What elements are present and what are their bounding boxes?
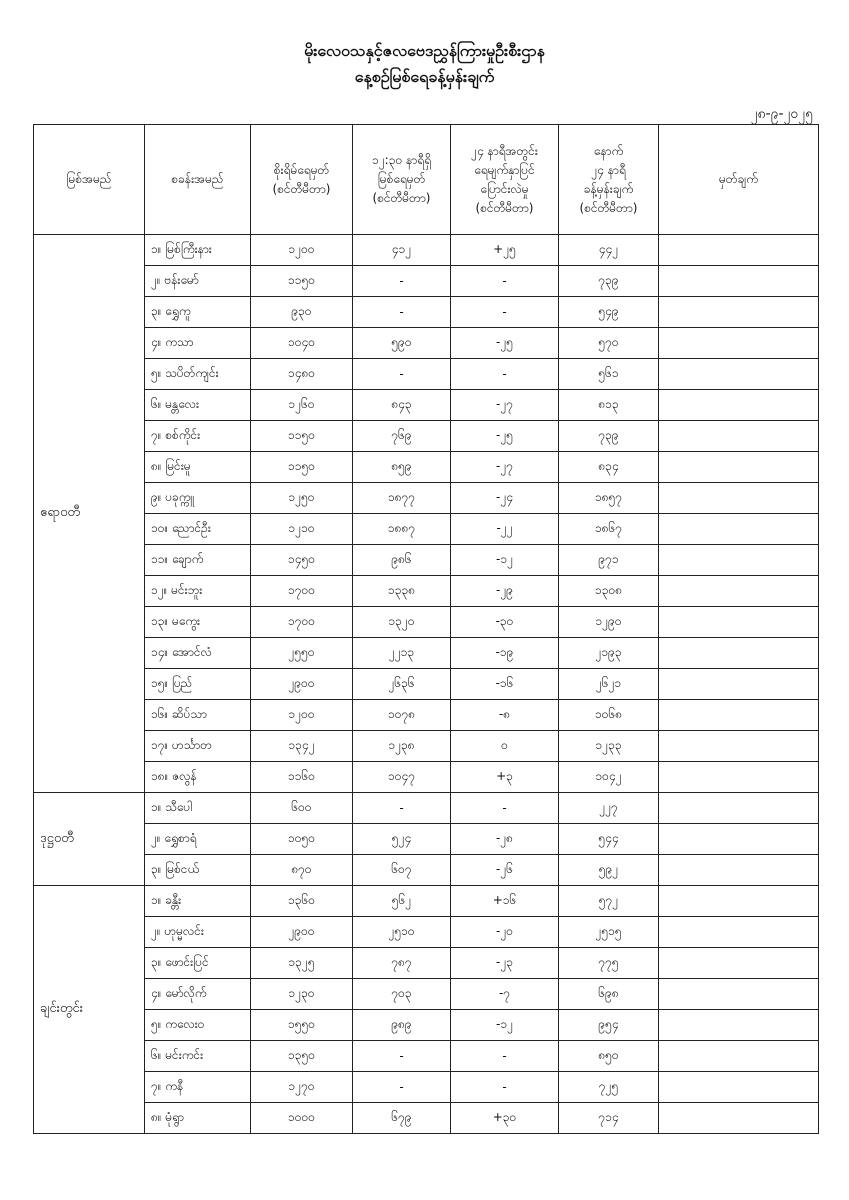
water-level-cell: ၁၈၇၇ xyxy=(353,483,451,514)
remark-cell xyxy=(659,886,819,917)
danger-level-cell: ၂၉၀၀ xyxy=(251,669,353,700)
station-cell: ၄။ မော်လိုက် xyxy=(145,979,251,1010)
danger-level-cell: ၂၉၀၀ xyxy=(251,917,353,948)
remark-cell xyxy=(659,328,819,359)
station-cell: ၇။ စစ်ကိုင်း xyxy=(145,421,251,452)
forecast-cell: ၈၁၃ xyxy=(559,390,659,421)
change-cell: -၂၄ xyxy=(451,483,559,514)
table-row xyxy=(34,669,819,700)
remark-cell xyxy=(659,917,819,948)
water-level-cell: - xyxy=(353,359,451,390)
water-level-cell: ၂၅၁၀ xyxy=(353,917,451,948)
table-row xyxy=(34,824,819,855)
table-row xyxy=(34,855,819,886)
water-level-cell: - xyxy=(353,793,451,824)
danger-level-cell: ၆၀၀ xyxy=(251,793,353,824)
station-cell: ၃။ ရွှေကူ xyxy=(145,297,251,328)
forecast-cell: ၂၆၂၁ xyxy=(559,669,659,700)
header-remarks: မှတ်ချက် xyxy=(659,125,819,235)
river-forecast-table xyxy=(33,124,819,1134)
danger-level-cell: ၁၁၅၀ xyxy=(251,266,353,297)
header-station: စခန်းအမည် xyxy=(145,125,251,235)
forecast-cell: ၁၈၆၇ xyxy=(559,514,659,545)
danger-level-cell: ၁၄၈၀ xyxy=(251,359,353,390)
table-row xyxy=(34,421,819,452)
change-cell: +၃ xyxy=(451,762,559,793)
water-level-cell: ၅၉၀ xyxy=(353,328,451,359)
change-cell: - xyxy=(451,359,559,390)
forecast-cell: ၇၁၄ xyxy=(559,1103,659,1134)
forecast-cell: ၄၄၂ xyxy=(559,235,659,266)
forecast-cell: ၅၄၉ xyxy=(559,297,659,328)
header-level-1230: ၁၂:၃၀ နာရီရှိ မြစ်ရေမှတ် (စင်တီမီတာ) xyxy=(353,125,451,235)
station-cell: ၁၂။ မင်းဘူး xyxy=(145,576,251,607)
remark-cell xyxy=(659,390,819,421)
danger-level-cell: ၁၅၅၀ xyxy=(251,1010,353,1041)
table-row xyxy=(34,328,819,359)
change-cell: -၂၂ xyxy=(451,514,559,545)
danger-level-cell: ၂၅၅၀ xyxy=(251,638,353,669)
water-level-cell: - xyxy=(353,297,451,328)
change-cell: -၂၀ xyxy=(451,917,559,948)
table-header-row xyxy=(34,125,819,235)
danger-level-cell: ၁၂၁၀ xyxy=(251,514,353,545)
water-level-cell: ၈၅၉ xyxy=(353,452,451,483)
danger-level-cell: ၁၁၅၀ xyxy=(251,421,353,452)
forecast-cell: ၁၃၀၈ xyxy=(559,576,659,607)
table-row xyxy=(34,266,819,297)
danger-level-cell: ၁၇၀၀ xyxy=(251,576,353,607)
table-row xyxy=(34,1103,819,1134)
danger-level-cell: ၉၃၀ xyxy=(251,297,353,328)
change-cell: +၁၆ xyxy=(451,886,559,917)
remark-cell xyxy=(659,979,819,1010)
forecast-cell: ၁၂၉၀ xyxy=(559,607,659,638)
change-cell: ၀ xyxy=(451,731,559,762)
station-cell: ၃။ ဖောင်းပြင် xyxy=(145,948,251,979)
table-row xyxy=(34,917,819,948)
danger-level-cell: ၁၇၀၀ xyxy=(251,607,353,638)
forecast-cell: ၇၃၉ xyxy=(559,266,659,297)
forecast-cell: ၂၅၁၅ xyxy=(559,917,659,948)
change-cell: +၃၀ xyxy=(451,1103,559,1134)
danger-level-cell: ၁၀၅၀ xyxy=(251,824,353,855)
remark-cell xyxy=(659,1103,819,1134)
table-row xyxy=(34,886,819,917)
change-cell: - xyxy=(451,1041,559,1072)
table-row xyxy=(34,297,819,328)
remark-cell xyxy=(659,576,819,607)
river-name-cell: ချင်းတွင်း xyxy=(34,886,145,1134)
forecast-cell: ၂၁၉၃ xyxy=(559,638,659,669)
remark-cell xyxy=(659,731,819,762)
change-cell: - xyxy=(451,793,559,824)
water-level-cell: ၁၃၃၈ xyxy=(353,576,451,607)
water-level-cell: - xyxy=(353,266,451,297)
water-level-cell: ၉၈၆ xyxy=(353,545,451,576)
change-cell: - xyxy=(451,1072,559,1103)
table-row xyxy=(34,948,819,979)
river-name-cell: ဧရာဝတီ xyxy=(34,235,145,793)
station-cell: ၈။ မြင်းမူ xyxy=(145,452,251,483)
remark-cell xyxy=(659,855,819,886)
forecast-cell: ၁၂၃၃ xyxy=(559,731,659,762)
water-level-cell: - xyxy=(353,1072,451,1103)
station-cell: ၁၅။ ပြည် xyxy=(145,669,251,700)
station-cell: ၁။ ခန္တီး xyxy=(145,886,251,917)
station-cell: ၂။ ဗန်းမော် xyxy=(145,266,251,297)
table-row xyxy=(34,1010,819,1041)
danger-level-cell: ၁၃၆၀ xyxy=(251,886,353,917)
change-cell: -၂၇ xyxy=(451,390,559,421)
water-level-cell: ၁၀၇၈ xyxy=(353,700,451,731)
remark-cell xyxy=(659,607,819,638)
change-cell: - xyxy=(451,266,559,297)
water-level-cell: ၄၁၂ xyxy=(353,235,451,266)
danger-level-cell: ၁၁၅၀ xyxy=(251,452,353,483)
station-cell: ၁။ မြစ်ကြီးနား xyxy=(145,235,251,266)
table-row xyxy=(34,638,819,669)
station-cell: ၁၄။ အောင်လံ xyxy=(145,638,251,669)
water-level-cell: ၇၆၉ xyxy=(353,421,451,452)
header-change-24h: ၂၄ နာရီအတွင်း ရေမျက်နှာပြင် ပြောင်းလဲမှု (စင်တီမီတာ) xyxy=(451,125,559,235)
remark-cell xyxy=(659,669,819,700)
remark-cell xyxy=(659,1072,819,1103)
station-cell: ၁၃။ မကွေး xyxy=(145,607,251,638)
header-danger-level: စိုးရိမ်ရေမှတ် (စင်တီမီတာ) xyxy=(251,125,353,235)
station-cell: ၅။ ကလေးဝ xyxy=(145,1010,251,1041)
table-row xyxy=(34,1041,819,1072)
remark-cell xyxy=(659,948,819,979)
forecast-cell: ၁၈၅၇ xyxy=(559,483,659,514)
table-row xyxy=(34,607,819,638)
water-level-cell: ၂၆၃၆ xyxy=(353,669,451,700)
station-cell: ၁၇။ ဟင်္သာတ xyxy=(145,731,251,762)
table-row xyxy=(34,483,819,514)
change-cell: -၁၆ xyxy=(451,669,559,700)
forecast-cell: ၇၇၅ xyxy=(559,948,659,979)
remark-cell xyxy=(659,483,819,514)
station-cell: ၉။ ပခုက္ကူ xyxy=(145,483,251,514)
danger-level-cell: ၁၂၃၀ xyxy=(251,979,353,1010)
table-row xyxy=(34,359,819,390)
station-cell: ၁။ သီပေါ xyxy=(145,793,251,824)
danger-level-cell: ၁၃၄၂ xyxy=(251,731,353,762)
danger-level-cell: ၁၂၀၀ xyxy=(251,235,353,266)
water-level-cell: ၅၆၂ xyxy=(353,886,451,917)
header-forecast: နောက် ၂၄ နာရီ ခန့်မှန်းချက် (စင်တီမီတာ) xyxy=(559,125,659,235)
forecast-cell: ၇၂၅ xyxy=(559,1072,659,1103)
table-row xyxy=(34,545,819,576)
water-level-cell: ၉၈၉ xyxy=(353,1010,451,1041)
table-row xyxy=(34,979,819,1010)
danger-level-cell: ၁၃၅၀ xyxy=(251,1041,353,1072)
remark-cell xyxy=(659,297,819,328)
water-level-cell: ၇၀၃ xyxy=(353,979,451,1010)
remark-cell xyxy=(659,514,819,545)
change-cell: - xyxy=(451,297,559,328)
change-cell: -၈ xyxy=(451,700,559,731)
water-level-cell: ၈၄၃ xyxy=(353,390,451,421)
forecast-cell: ၅၆၁ xyxy=(559,359,659,390)
remark-cell xyxy=(659,638,819,669)
forecast-cell: ၅၇၀ xyxy=(559,328,659,359)
station-cell: ၈။ မုံရွာ xyxy=(145,1103,251,1134)
change-cell: -၂၉ xyxy=(451,576,559,607)
station-cell: ၆။ မင်းကင်း xyxy=(145,1041,251,1072)
change-cell: -၃၀ xyxy=(451,607,559,638)
remark-cell xyxy=(659,545,819,576)
forecast-cell: ၅၇၂ xyxy=(559,886,659,917)
forecast-cell: ၈၅၀ xyxy=(559,1041,659,1072)
station-cell: ၁၁။ ချောက် xyxy=(145,545,251,576)
danger-level-cell: ၁၂၆၀ xyxy=(251,390,353,421)
water-level-cell: ၁၀၄၇ xyxy=(353,762,451,793)
station-cell: ၂။ ဟုမ္မလင်း xyxy=(145,917,251,948)
forecast-cell: ၉၇၁ xyxy=(559,545,659,576)
forecast-cell: ၁၀၆၈ xyxy=(559,700,659,731)
remark-cell xyxy=(659,266,819,297)
water-level-cell: ၁၂၃၈ xyxy=(353,731,451,762)
remark-cell xyxy=(659,452,819,483)
table-row xyxy=(34,793,819,824)
water-level-cell: ၇၈၇ xyxy=(353,948,451,979)
change-cell: -၁၂ xyxy=(451,545,559,576)
water-level-cell: ၁၃၂၀ xyxy=(353,607,451,638)
table-row xyxy=(34,576,819,607)
forecast-cell: ၂၂၇ xyxy=(559,793,659,824)
table-row xyxy=(34,235,819,266)
change-cell: -၁၉ xyxy=(451,638,559,669)
table-row xyxy=(34,390,819,421)
station-cell: ၆။ မန္တလေး xyxy=(145,390,251,421)
remark-cell xyxy=(659,762,819,793)
change-cell: -၂၇ xyxy=(451,452,559,483)
water-level-cell: - xyxy=(353,1041,451,1072)
danger-level-cell: ၁၂၅၀ xyxy=(251,483,353,514)
station-cell: ၃။ မြစ်ငယ် xyxy=(145,855,251,886)
danger-level-cell: ၁၁၆၀ xyxy=(251,762,353,793)
remark-cell xyxy=(659,235,819,266)
remark-cell xyxy=(659,793,819,824)
water-level-cell: ၆၇၉ xyxy=(353,1103,451,1134)
table-row xyxy=(34,762,819,793)
change-cell: -၁၂ xyxy=(451,1010,559,1041)
change-cell: -၇ xyxy=(451,979,559,1010)
report-date: ၂၈-၉-၂၀၂၅ xyxy=(750,106,813,122)
station-cell: ၁၀။ ညောင်ဦး xyxy=(145,514,251,545)
station-cell: ၁၈။ ဇလွန် xyxy=(145,762,251,793)
table-row xyxy=(34,731,819,762)
change-cell: -၂၅ xyxy=(451,421,559,452)
remark-cell xyxy=(659,359,819,390)
danger-level-cell: ၁၂၀၀ xyxy=(251,700,353,731)
forecast-cell: ၆၉၈ xyxy=(559,979,659,1010)
danger-level-cell: ၁၃၂၅ xyxy=(251,948,353,979)
forecast-cell: ၇၃၉ xyxy=(559,421,659,452)
table-row xyxy=(34,514,819,545)
change-cell: -၂၆ xyxy=(451,855,559,886)
forecast-cell: ၉၅၄ xyxy=(559,1010,659,1041)
table-row xyxy=(34,1072,819,1103)
water-level-cell: ၆၀၇ xyxy=(353,855,451,886)
forecast-cell: ၈၃၄ xyxy=(559,452,659,483)
station-cell: ၅။ သပိတ်ကျင်း xyxy=(145,359,251,390)
station-cell: ၁၆။ ဆိပ်သာ xyxy=(145,700,251,731)
water-level-cell: ၅၂၄ xyxy=(353,824,451,855)
station-cell: ၄။ ကသာ xyxy=(145,328,251,359)
forecast-cell: ၁၀၄၂ xyxy=(559,762,659,793)
station-cell: ၇။ ကနီ xyxy=(145,1072,251,1103)
change-cell: -၂၅ xyxy=(451,328,559,359)
danger-level-cell: ၁၀၄၀ xyxy=(251,328,353,359)
river-name-cell: ဒုဋ္ဌဝတီ xyxy=(34,793,145,886)
remark-cell xyxy=(659,421,819,452)
header-river: မြစ်အမည် xyxy=(34,125,145,235)
page-title: မိုးလေဝသနှင့်ဇလဗေဒညွှန်ကြားမှုဦးစီးဌာန xyxy=(304,41,545,60)
water-level-cell: ၂၂၁၃ xyxy=(353,638,451,669)
danger-level-cell: ၈၇၀ xyxy=(251,855,353,886)
forecast-cell: ၅၉၂ xyxy=(559,855,659,886)
forecast-cell: ၅၄၄ xyxy=(559,824,659,855)
station-cell: ၂။ ရွှေစာရံ xyxy=(145,824,251,855)
table-row xyxy=(34,700,819,731)
remark-cell xyxy=(659,700,819,731)
remark-cell xyxy=(659,1041,819,1072)
danger-level-cell: ၁၀၀၀ xyxy=(251,1103,353,1134)
remark-cell xyxy=(659,1010,819,1041)
page-subtitle: နေ့စဥ်မြစ်ရေခန့်မှန်းချက် xyxy=(354,67,495,86)
change-cell: -၂၃ xyxy=(451,948,559,979)
change-cell: -၂၈ xyxy=(451,824,559,855)
remark-cell xyxy=(659,824,819,855)
water-level-cell: ၁၈၈၇ xyxy=(353,514,451,545)
table-row xyxy=(34,452,819,483)
danger-level-cell: ၁၂၇၀ xyxy=(251,1072,353,1103)
change-cell: +၂၅ xyxy=(451,235,559,266)
danger-level-cell: ၁၄၅၀ xyxy=(251,545,353,576)
